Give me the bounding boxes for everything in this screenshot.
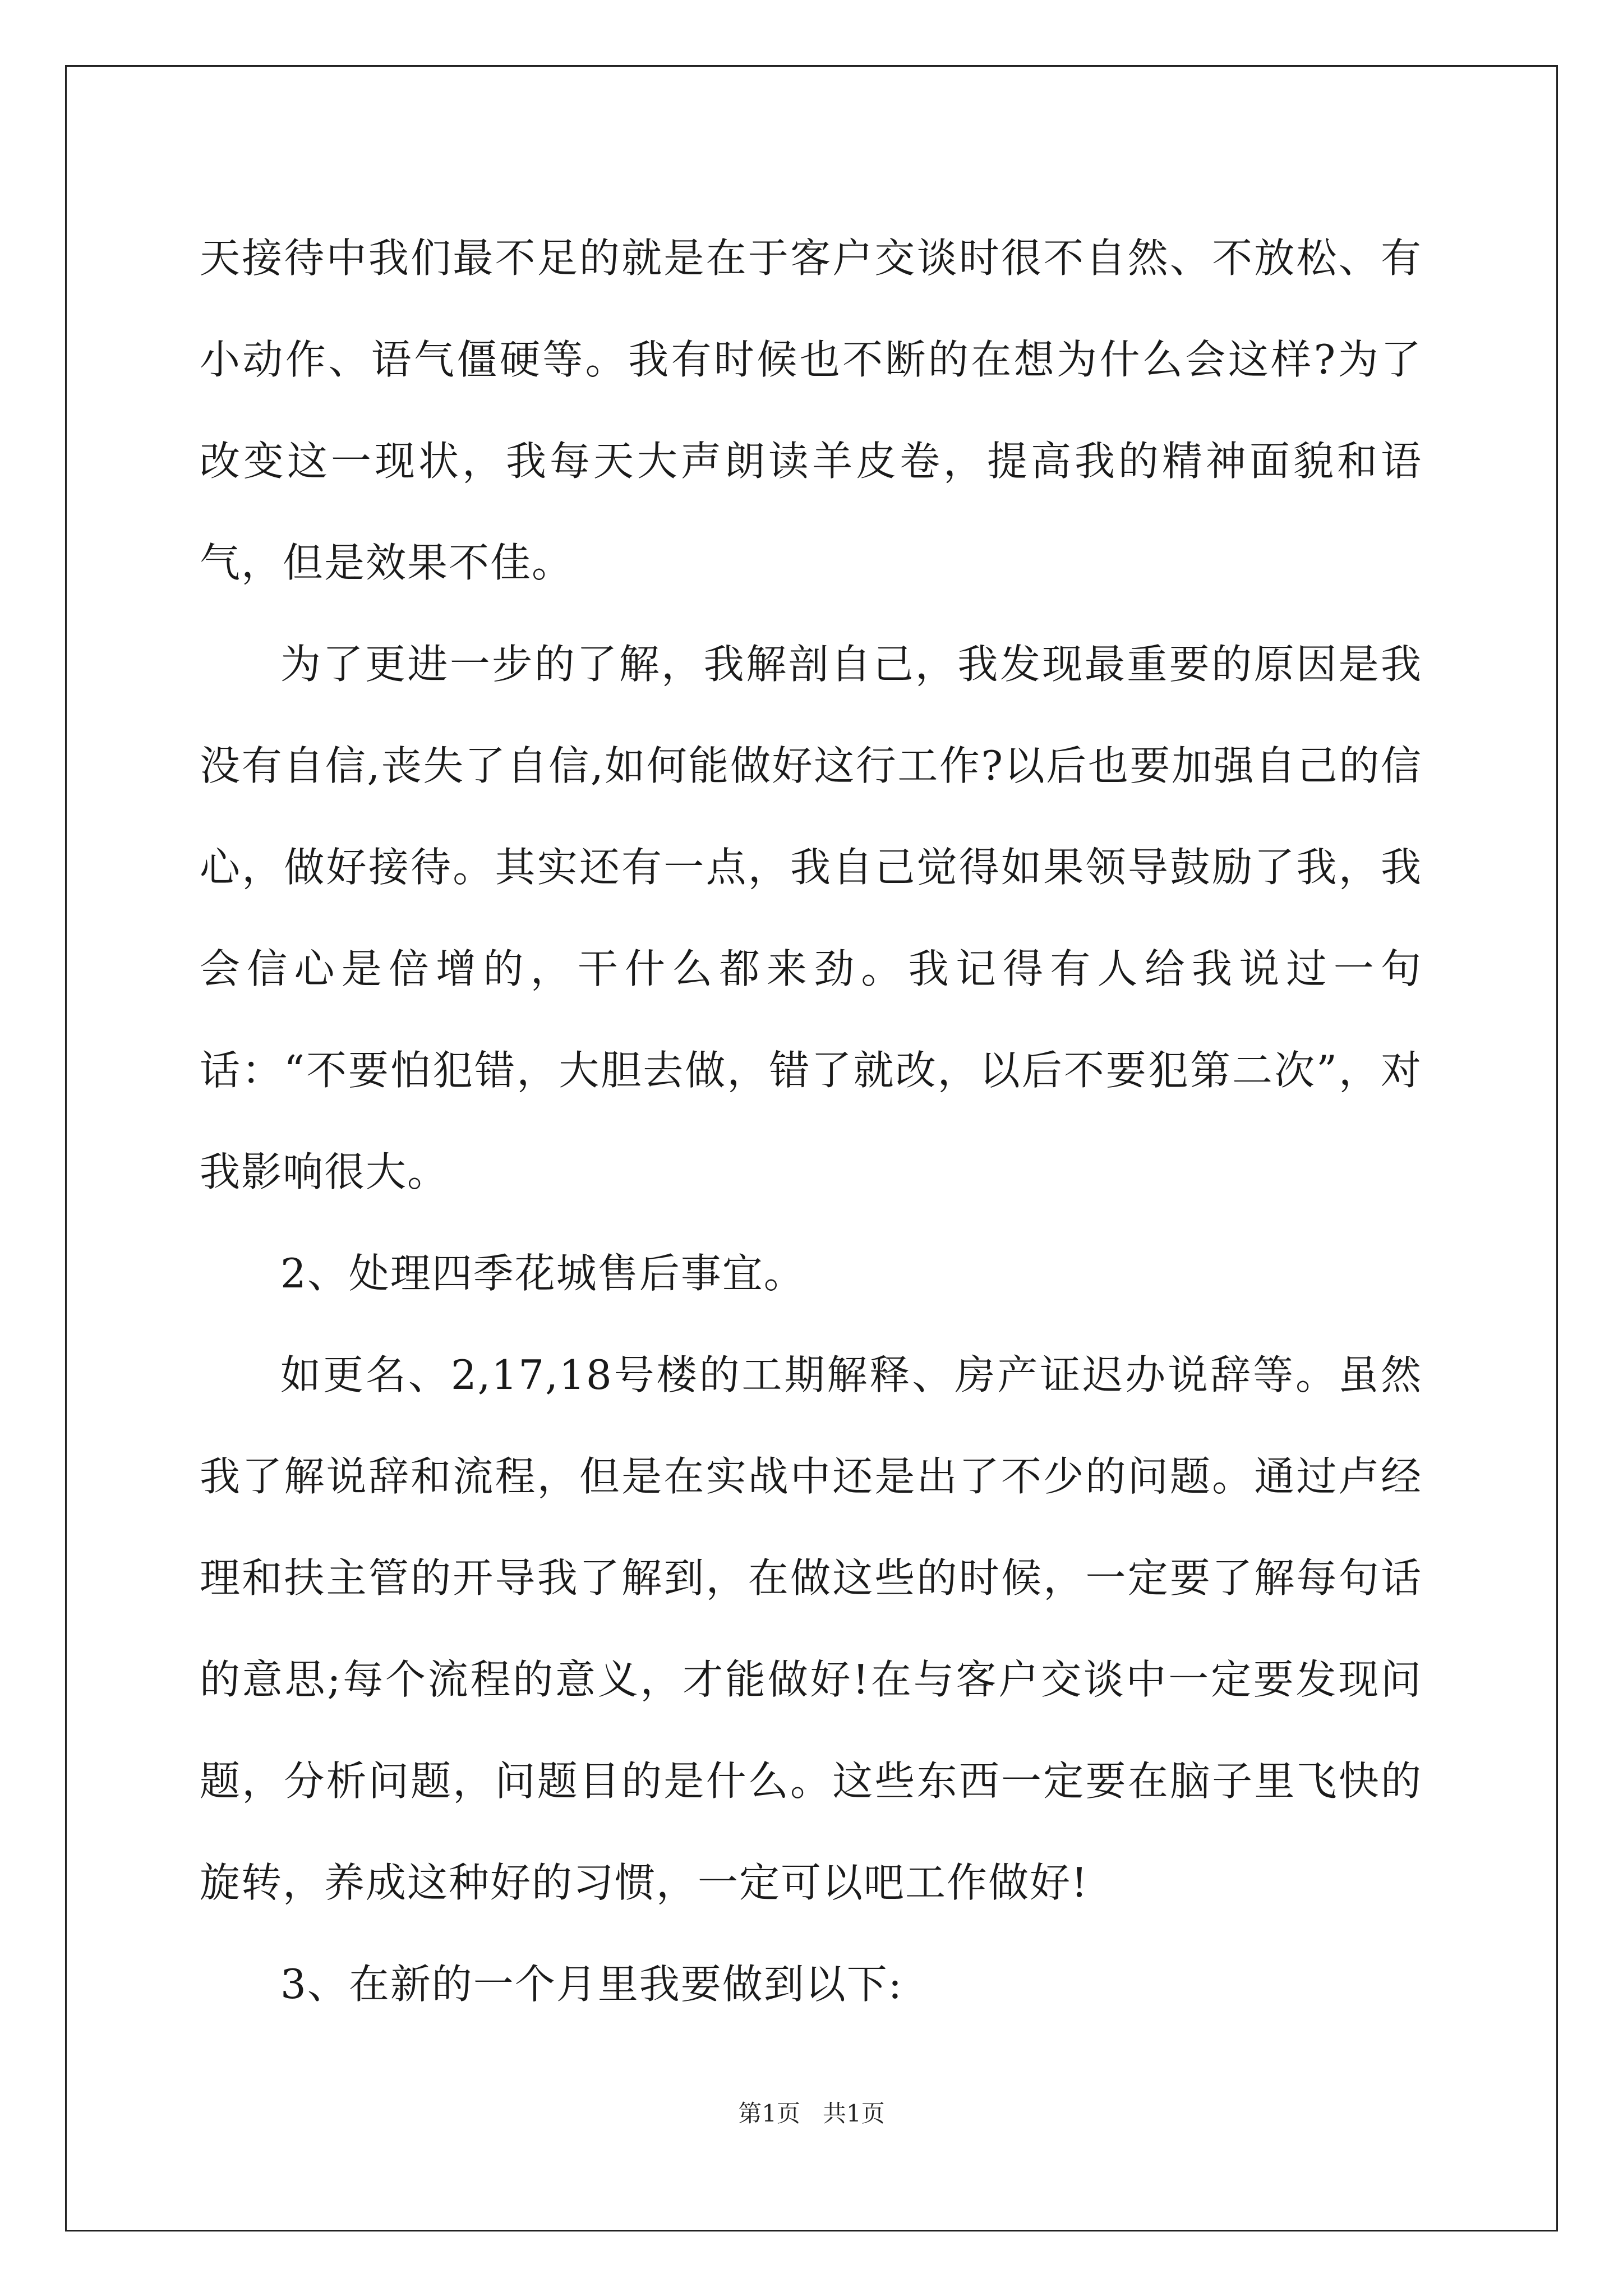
footer-gap [800, 2100, 823, 2127]
paragraph-4: 如更名、2,17,18号楼的工期解释、房产证迟办说辞等。虽然我了解说辞和流程，但是在实战中还是出了不少的问题。通过卢经理和扶主管的开导我了解到，在做这些的时候，一定要了解每句话的意思;每个流程的意义，才能做好!在与客户交谈中一定要发现问题，分析问题，问题目的是什么。这些东西一定要在脑子里飞快的旋转，养成这种好的习惯，一定可以吧工作做好! [200, 1351, 1422, 1906]
page-total: 共1页 [823, 2100, 885, 2127]
paragraph-2: 为了更进一步的了解，我解剖自己，我发现最重要的原因是我没有自信,丧失了自信,如何能做好这行工作?以后也要加强自己的信心，做好接待。其实还有一点，我自己觉得如果领导鼓励了我，我会信心是倍增的，干什么都来劲。我记得有人给我说过一句话：“不要怕犯错，大胆去做，错了就改，以后不要犯第二次”，对我影响很大。 [200, 641, 1422, 1195]
paragraph-5: 3、在新的一个月里我要做到以下: [280, 1961, 903, 2008]
paragraph-1: 天接待中我们最不足的就是在于客户交谈时很不自然、不放松、有小动作、语气僵硬等。我有时候也不断的在想为什么会这样?为了改变这一现状，我每天大声朗读羊皮卷，提高我的精神面貌和语气，但是效果不佳。 [200, 234, 1422, 586]
page-number: 第1页 [738, 2100, 800, 2127]
document-body [200, 208, 1422, 2035]
paragraph-3: 2、处理四季花城售后事宜。 [280, 1250, 805, 1297]
page-footer [0, 2097, 1623, 2131]
